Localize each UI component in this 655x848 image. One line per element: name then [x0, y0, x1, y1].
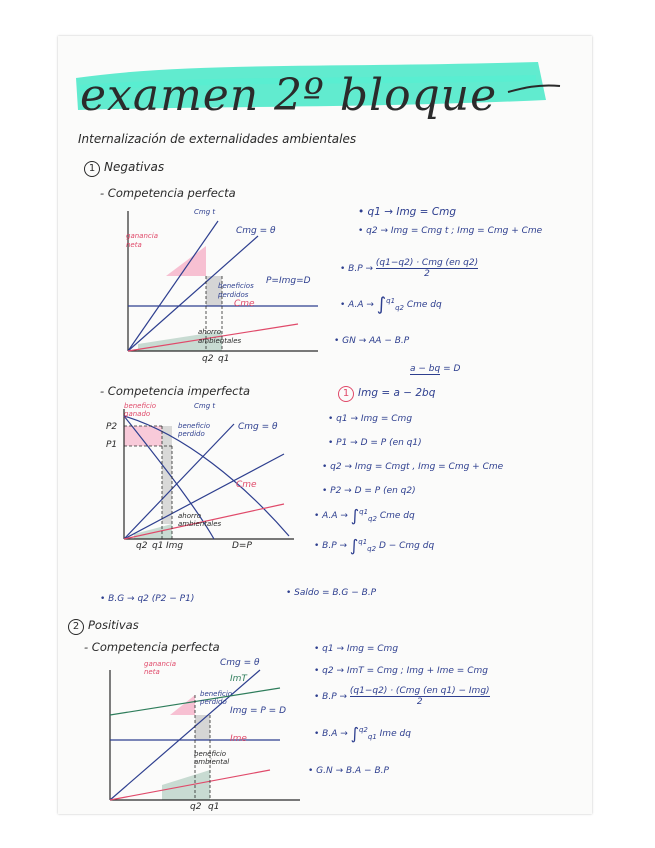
title-block: [68, 48, 568, 121]
neg-pi-note-5: • A.A → ∫$^{q1}_{q2}$ Cme dq: [314, 506, 415, 525]
graph-pos-pc: [100, 660, 300, 805]
neg-pi-note-2: • P1 → D = P (en q1): [328, 438, 422, 448]
neg-pc-label: - Competencia perfecta: [100, 186, 236, 200]
g1-beneficios: beneficios perdidos: [218, 282, 254, 299]
g3-q1: q1: [208, 802, 220, 812]
neg-pi-note-3: • q2 → Img = Cmgt , Img = Cmg + Cme: [322, 462, 504, 472]
g2-q2: q2: [136, 541, 148, 551]
pos-pc-note-5: • G.N → B.A − B.P: [308, 766, 389, 776]
g2-perdidos: beneficio perdido: [178, 422, 211, 438]
neg-pi-saldo: • Saldo = B.G − B.P: [286, 588, 377, 598]
g3-ganancia: ganancia neta: [144, 660, 176, 676]
g2-beneficio: beneficio ganado: [124, 402, 157, 418]
g3-imgpd: Img = P = D: [230, 706, 287, 716]
neg-pi-demand: a − bq = D: [410, 364, 461, 374]
section-heading: Internalización de externalidades ambientales: [78, 132, 357, 146]
g2-p2: P2: [106, 422, 118, 432]
g1-q2: q2: [202, 354, 214, 364]
neg-pc-note-5: • GN → AA − B.P: [334, 336, 410, 346]
g2-cmgt: Cmg t: [194, 402, 216, 410]
g2-ahorro: ahorro ambientales: [178, 512, 222, 528]
pos-pc-note-1: • q1 → Img = Cmg: [314, 644, 399, 654]
section2-title: [68, 618, 139, 635]
g1-cmg: Cmg = θ: [236, 226, 276, 236]
neg-pi-note-4: • P2 → D = P (en q2): [322, 486, 416, 496]
g3-ime: Ime: [230, 734, 247, 744]
neg-pc-note-2: • q2 → Img = Cmg t ; Img = Cmg + Cme: [358, 226, 543, 236]
section1-number: 1: [84, 161, 100, 177]
g1-p: P=Img=D: [266, 276, 311, 286]
section1-title: [84, 160, 164, 177]
g3-q2: q2: [190, 802, 202, 812]
neg-pi-note-1: • q1 → Img = Cmg: [328, 414, 413, 424]
neg-pc-note-4: • A.A → ∫$^{q1}_{q2}$ Cme dq: [340, 294, 442, 315]
neg-pi-img: 1 Img = a − 2bq: [338, 386, 435, 402]
g2-cme: Cme: [236, 480, 257, 490]
g2-q1: q1: [152, 541, 164, 551]
g1-q1: q1: [218, 354, 230, 364]
pos-pc-note-4: • B.A → ∫$^{q2}_{q1}$ Ime dq: [314, 724, 411, 743]
section2-number: 2: [68, 619, 84, 635]
g3-beneficio: beneficio perdido: [200, 690, 233, 706]
pos-pc-note-3: • B.P → (q1−q2) · (Cmg (en q1) − Img) 2: [314, 686, 490, 707]
g1-cme: Cme: [234, 299, 255, 309]
neg-pi-label: - Competencia imperfecta: [100, 384, 251, 398]
pos-pc-note-2: • q2 → ImT = Cmg ; Img + Ime = Cmg: [314, 666, 488, 676]
pos-pc-label: - Competencia perfecta: [84, 640, 220, 654]
g1-ahorro: ahorro ambientales: [198, 328, 242, 345]
g3-benamb: beneficio ambiental: [194, 750, 230, 766]
section1-label: Negativas: [104, 160, 165, 174]
g2-img: Img: [166, 541, 184, 551]
neg-pc-note-3: • B.P → (q1−q2) · Cmg (en q2) 2: [340, 258, 479, 279]
notebook-page: [58, 36, 592, 814]
g3-cmg: Cmg = θ: [220, 658, 260, 668]
g3-imt: ImT: [230, 674, 247, 684]
g1-ganancia: ganancia neta: [126, 232, 158, 249]
neg-pi-bg: • B.G → q2 (P2 − P1): [100, 594, 195, 604]
g1-cmgt: Cmg t: [194, 208, 216, 216]
neg-pi-note-6: • B.P → ∫$^{q1}_{q2}$ D − Cmg dq: [314, 536, 435, 555]
page-title: examen 2º bloque: [80, 70, 498, 121]
section2-label: Positivas: [88, 618, 139, 632]
g2-dp: D=P: [232, 541, 252, 551]
g2-p1: P1: [106, 440, 118, 450]
neg-pc-note-1: • q1 → Img = Cmg: [358, 206, 457, 218]
g2-cmg: Cmg = θ: [238, 422, 278, 432]
